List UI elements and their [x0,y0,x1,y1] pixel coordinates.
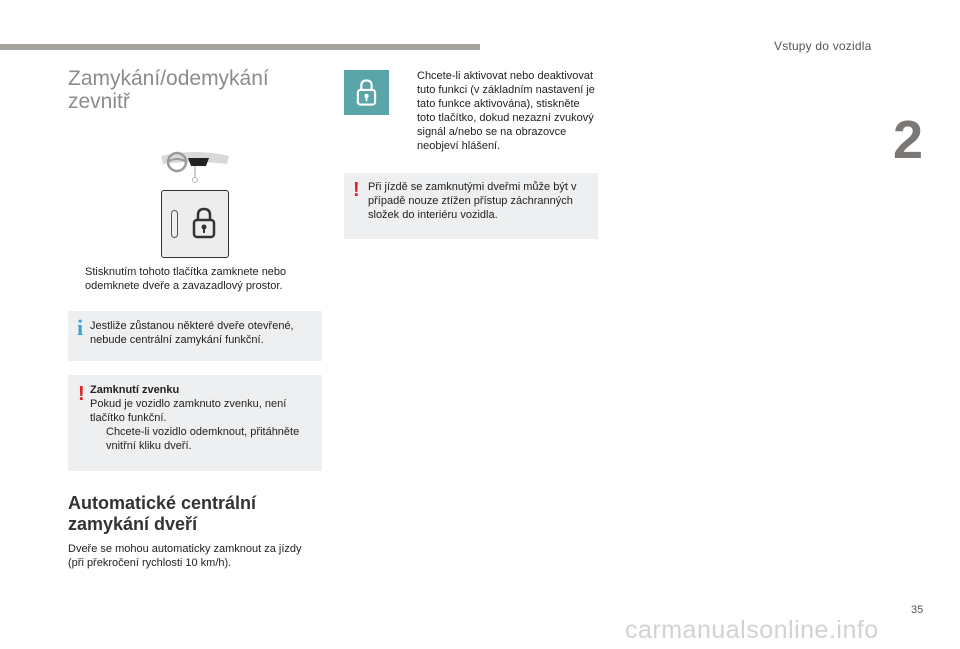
chapter-number: 2 [893,110,924,170]
warning-text: Při jízdě se zamknutými dveřmi může být v případě nouze ztížen přístup záchranných složek do interiéru vozidla. [368,181,577,221]
central-lock-button[interactable] [161,190,229,258]
list-item [401,69,601,153]
list-item [90,425,315,453]
door-handle-icon [171,210,178,238]
page-number: 35 [911,604,924,616]
section-heading: Automatické centrální zamykání dveří [68,493,257,534]
section-title: Zamykání/odemykání zevnitř [68,67,269,113]
info-icon: i [77,315,84,340]
list-item [69,265,324,293]
warning-text: Pokud je vozidlo zamknuto zvenku, není tlačítko funkční. [90,398,287,424]
warning-icon: ! [78,383,85,405]
auto-lock-text: Dveře se mohou automaticky zamknout za jízdy (při překročení rychlosti 10 km/h). [68,543,302,569]
unlock-instruction: Chcete-li vozidlo odemknout, přitáhněte vnitřní kliku dveří. [106,426,300,452]
warning-icon: ! [353,179,360,201]
info-text: Jestliže zůstanou některé dveře otevřené, nebude centrální zamykání funkční. [90,320,294,346]
lock-function-icon [344,70,389,115]
padlock-icon [355,77,378,108]
warning-box [68,375,322,471]
watermark: carmanualsonline.info [625,616,879,644]
chapter-label: Vstupy do vozidla [774,39,872,53]
info-box [68,311,322,361]
warning-box [344,173,598,239]
activate-instruction: Chcete-li aktivovat nebo deaktivovat tuto funkci (v základním nastavení je tato funkce aktivována), stiskněte toto tlačítko, dokud nezazní zvukový signál a/nebo se na obrazovce neobjeví hlášení. [417,70,595,152]
top-rule [0,44,480,50]
padlock-icon [191,205,217,241]
press-button-instruction: Stisknutím tohoto tlačítka zamknete nebo odemknete dveře a zavazadlový prostor. [85,266,287,292]
dashboard-steering-wheel-icon [157,150,233,184]
warning-title: Zamknutí zvenku [90,384,180,396]
